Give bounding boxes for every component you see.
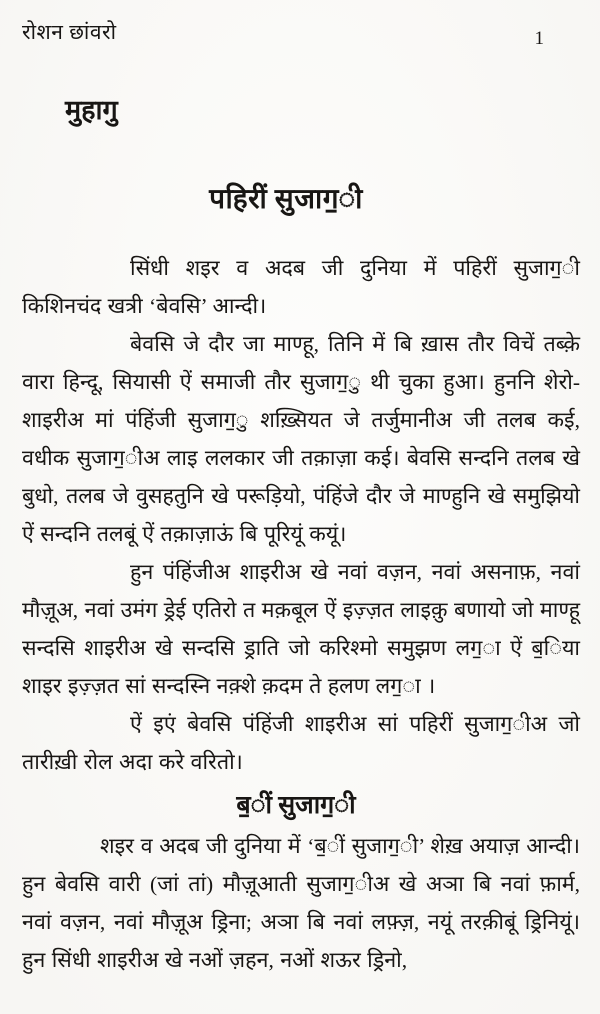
paragraph-2: बेवसि जे दौर जा माण्हू, तिनि में बि ख़ास तौर विचें तब्क़े वारा हिन्दू, सियासी ऐं समाजी तौर सुजाग॒ु थी चुका हुआ। हुननि शेरो-शाइरीअ मां पंहिंजी सुजाग॒ु शख़्सियत जे तर्जुमानीअ जी तलब कई, वधीक सुजाग॒ीअ लाइ ललकार जी तक़ाज़ा कई। बेवसि सन्दनि तलब खे बुधो, तलब जे वुसहतुनि खे परूड़ियो, पंहिंजे दौर जे माण्हुनि खे समुझियो ऐं सन्दनि तलबूं ऐं तक़ाज़ाऊं बि पूरियूं कयूं।	[22, 332, 580, 546]
paragraph-1: सिंधी शइर व अदब जी दुनिया में पहिरीं सुजाग॒ी किशिनचंद खत्री ‘बेवसि’ आन्दी।	[22, 256, 580, 318]
paragraph-3: हुन पंहिंजीअ शाइरीअ खे नवां वज़न, नवां असनाफ़, नवां मौज़ूअ, नवां उमंग ड्रेई एतिरो त मक़बूल ऐं इज़्ज़त लाइक़ु बणायो जो माण्हू सन्दसि शाइरीअ खे सन्दसि ड्राति जो करिश्मो समुझण लग॒ा ऐं ब॒िया शाइर इज़्ज़त सां सन्दस्नि नक़्शे क़दम ते हलण लग॒ा ।	[22, 560, 580, 698]
page-header	[22, 18, 580, 50]
running-title: रोशन छांवरो	[22, 20, 117, 44]
body-text	[22, 249, 580, 979]
foreword-label: मुहागु	[65, 95, 118, 125]
chapter-title-second-awakening: ब॒ीं सुजाग॒ी	[236, 792, 356, 819]
page-number: 1	[534, 28, 544, 49]
chapter-title-first-awakening: पहिरीं सुजाग॒ी	[209, 184, 363, 215]
paragraph-4: ऐं इएं बेवसि पंहिंजी शाइरीअ सां पहिरीं सुजाग॒ीअ जो तारीख़ी रोल अदा करे वरितो।	[22, 712, 580, 774]
paragraph-5: शइर व अदब जी दुनिया में ‘ब॒ीं सुजाग॒ी’ शेख़ अयाज़ आन्दी। हुन बेवसि वारी (जां तां) मौज़ूआती सुजाग॒ीअ खे अञा बि नवां फ़ार्म, नवां वज़न, नवां मौज़ूअ ड्रिना; अञा बि नवां लफ़्ज़, नयूं तरक़ीबूं ड्रिनियूं। हुन सिंधी शाइरीअ खे नओं ज़हन, नओं शऊर ड्रिनो,	[22, 834, 580, 972]
